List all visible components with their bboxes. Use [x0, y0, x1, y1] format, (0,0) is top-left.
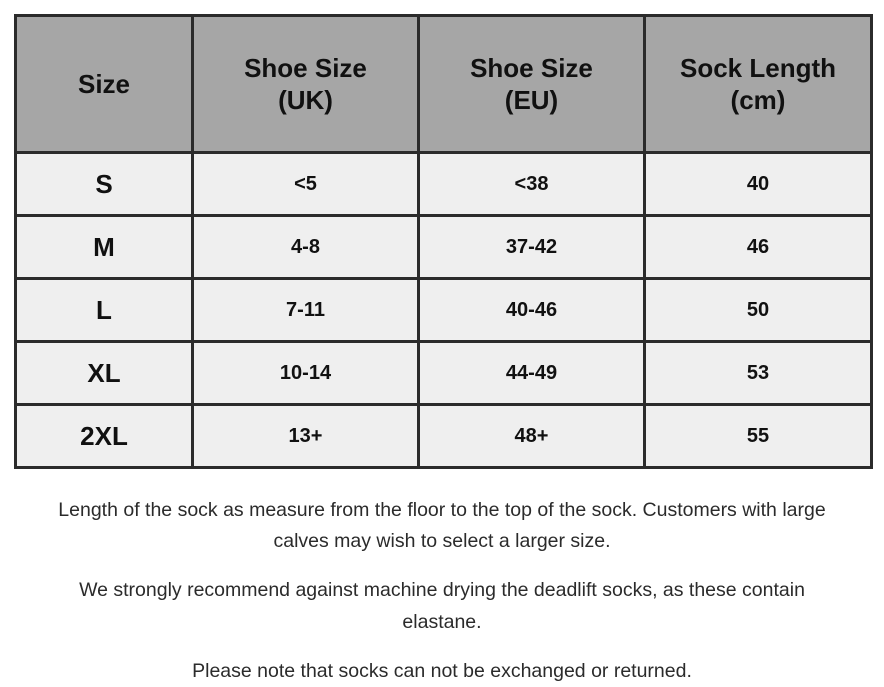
- table-row: [16, 216, 872, 279]
- note-measurement: Length of the sock as measure from the floor to the top of the sock. Customers with large calves may wish to select a larger size.: [58, 499, 826, 553]
- column-header-sock-length-line2: (cm): [730, 85, 786, 115]
- cell-sock-length: 46: [645, 216, 872, 279]
- column-header-shoe-size-uk: [193, 16, 419, 153]
- cell-sock-length: 40: [645, 153, 872, 216]
- cell-shoe-size-uk: <5: [193, 153, 419, 216]
- cell-sock-length: 55: [645, 405, 872, 468]
- cell-size: XL: [16, 342, 193, 405]
- note-care: We strongly recommend against machine drying the deadlift socks, as these contain elastane.: [79, 579, 805, 633]
- column-header-shoe-size-uk-line2: (UK): [278, 85, 333, 115]
- cell-shoe-size-uk: 10-14: [193, 342, 419, 405]
- cell-shoe-size-eu: 37-42: [419, 216, 645, 279]
- column-header-size-line1: Size: [77, 68, 131, 99]
- table-row: [16, 405, 872, 468]
- table-row: [16, 342, 872, 405]
- column-header-sock-length-line1: Sock Length: [679, 52, 836, 83]
- cell-size: S: [16, 153, 193, 216]
- cell-size: L: [16, 279, 193, 342]
- table-header: [16, 16, 872, 153]
- cell-size: M: [16, 216, 193, 279]
- table-header-row: [16, 16, 872, 153]
- cell-shoe-size-uk: 7-11: [193, 279, 419, 342]
- cell-size: 2XL: [16, 405, 193, 468]
- column-header-size: [16, 16, 193, 153]
- cell-shoe-size-uk: 4-8: [193, 216, 419, 279]
- table-row: [16, 153, 872, 216]
- cell-shoe-size-eu: 44-49: [419, 342, 645, 405]
- cell-shoe-size-uk: 13+: [193, 405, 419, 468]
- column-header-shoe-size-uk-line1: Shoe Size: [244, 52, 367, 83]
- cell-sock-length: 53: [645, 342, 872, 405]
- note-returns: Please note that socks can not be exchanged or returned.: [192, 659, 692, 682]
- cell-shoe-size-eu: 40-46: [419, 279, 645, 342]
- cell-shoe-size-eu: 48+: [419, 405, 645, 468]
- table-body: [16, 153, 872, 468]
- column-header-sock-length: [645, 16, 872, 153]
- column-header-shoe-size-eu-line1: Shoe Size: [470, 52, 593, 83]
- column-header-shoe-size-eu: [419, 16, 645, 153]
- notes-section: [14, 495, 870, 687]
- size-chart-table: [14, 14, 873, 469]
- column-header-shoe-size-eu-line2: (EU): [504, 85, 559, 115]
- cell-sock-length: 50: [645, 279, 872, 342]
- table-row: [16, 279, 872, 342]
- cell-shoe-size-eu: <38: [419, 153, 645, 216]
